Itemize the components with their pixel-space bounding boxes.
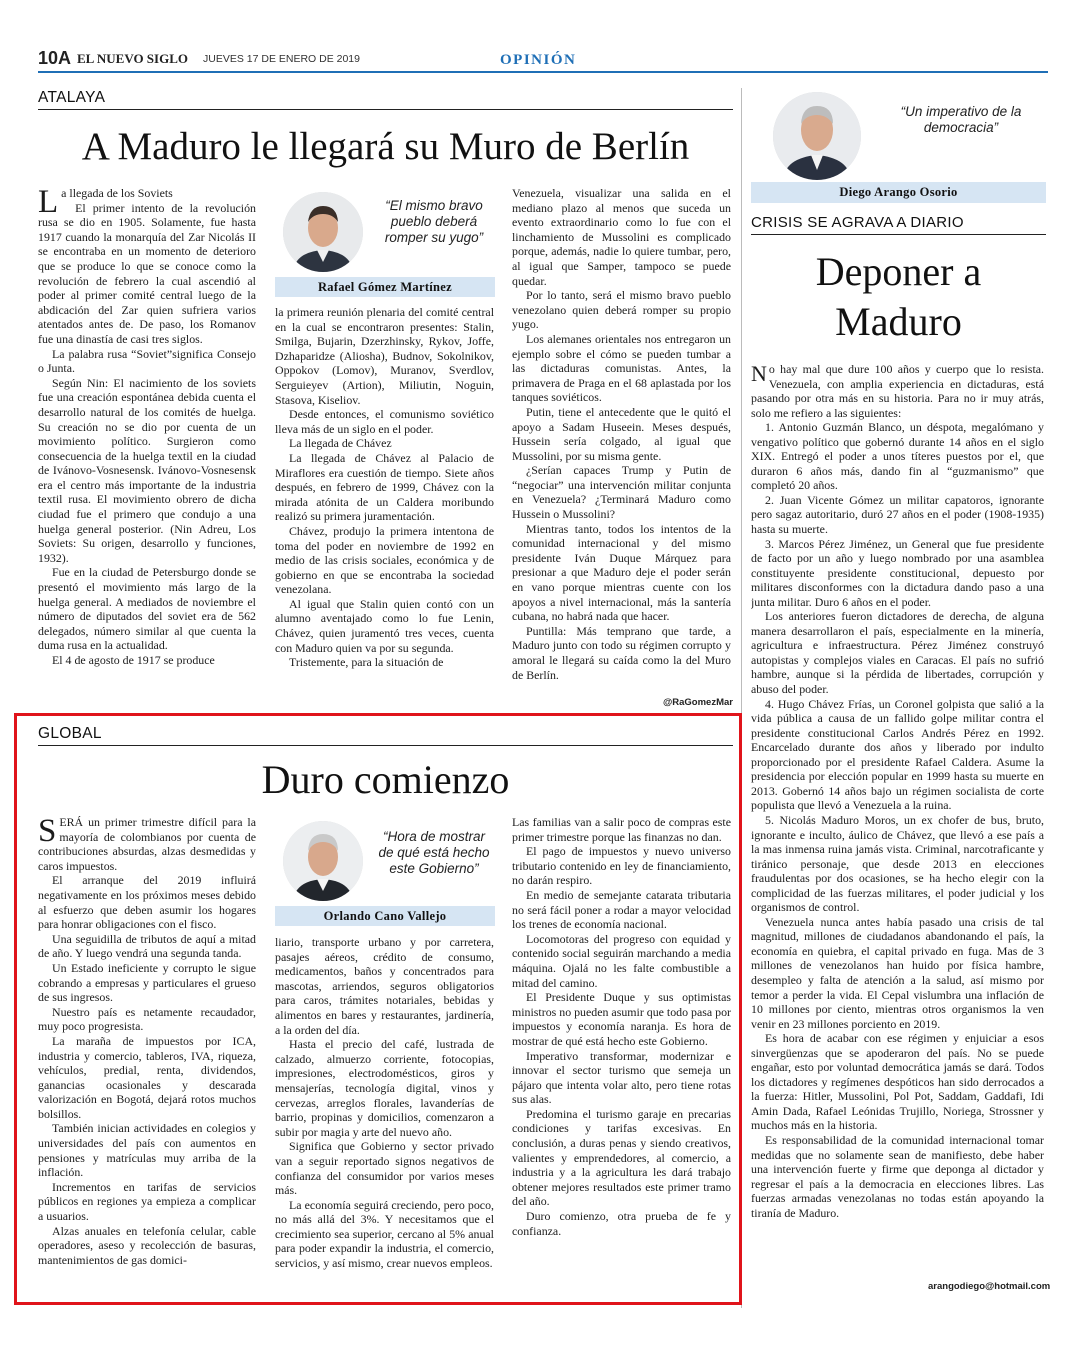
crisis-paragraph: Es responsabilidad de la comunidad internacional tomar medidas que no solamente sean de manifiesto, debe haber una intervención fuerte y firme que deponga al dictador y regresar el país a la democracia en elecciones libres. Las fuerzas armadas venezolanas no todas están apoyando la tiranía de Maduro. [751, 1132, 1044, 1220]
crisis-paragraph: 2. Juan Vicente Gómez un militar capatoros, ignorante pero sagaz autoritario, duró 27 años en el poder (1908-1935) hasta su muerte. [751, 492, 1044, 537]
global-dropcap: S [38, 815, 57, 849]
atalaya-section-rule [38, 109, 733, 110]
atalaya-paragraph: El primer intento de la revolución rusa se dio en 1905. Solamente, fue hasta 1917 cuando la monarquía del Zar Nicolás II se encontraba en un momento de deterioro que se produce lo que se conoce como la revolución de febrero la cual ascendió al poder al primer comité central luego de la abdicación del Zar quien sufriera varios atentados antes de. De paso, los Romanov fue una dinastía de casi tres siglos. [38, 200, 256, 346]
global-paragraph: Imperativo transformar, modernizar e innovar el sector turismo que semeja un pájaro que intenta volar alto, pero tiene rotas sus alas. [512, 1048, 731, 1107]
global-paragraph: Las familias van a salir poco de compras este primer trimestre porque las finanzas no dan. [512, 815, 731, 844]
crisis-headline-line-2: Maduro [835, 299, 962, 344]
crisis-author-portrait [773, 92, 861, 180]
issue-date: JUEVES 17 DE ENERO DE 2019 [203, 53, 360, 65]
global-paragraph: liario, transporte urbano y por carretera, pasajes aéreos, crédito de consumo, medicamentos, baños y concentrados para mascotas, arriendos, seguros obligatorios para caros, trámites notariales, bebidas y alimentos en bares y restaurantes, jardinería, a la orden del día. [275, 935, 494, 1037]
global-headline: Duro comienzo [261, 757, 510, 802]
atalaya-paragraph: Tristemente, para la situación de [289, 655, 444, 670]
global-section-rule [38, 745, 733, 746]
global-paragraph: Alzas anuales en telefonía celular, cable operadores, aseso y recolección de basuras, mantenimientos de gas domici- [38, 1223, 256, 1267]
atalaya-paragraph: Fue en la ciudad de Petersburgo donde se presentó el movimiento más largo de la huelga general. A mediados de noviembre el número de diputados del soviet era de 562 delegados, número similar al que cuenta la duma rusa en la actualidad. [38, 565, 256, 653]
crisis-email: arangodiego@hotmail.com [928, 1281, 1051, 1292]
atalaya-paragraph: Venezuela, visualizar una salida en el mediano plazo al menos que suceda un evento extraordinario como lo fue con el linchamiento de Mussolini es complicado porque, además, nadie lo quiere tumbar, pero, al igual que Samper, tampoco se puede quedar. [512, 186, 731, 288]
atalaya-paragraph: Putin, tiene el antecedente que le quitó el apoyo a Sadam Huseein. Meses después, Hussein sería colgado, al igual que Mussolini, por su misma gente. [512, 404, 731, 463]
atalaya-paragraph: Desde entonces, el comunismo soviético lleva más de un siglo en el poder. [275, 407, 494, 436]
crisis-author-name: Diego Arango Osorio [751, 182, 1046, 203]
crisis-paragraph: 4. Hugo Chávez Frías, un Coronel golpista que salió a la vida pública a causa de un fallido golpe militar contra el presidente constitucional Carlos Andrés Pérez en 1992. Encarcelado durante dos años y liberado por indulto proporcionado por el presidente Rafael Caldera. Asume la presidencia por elección popular en 1999 hasta su muerte en 2013. Gobernó 14 años bajo un régimen socialista de corte populista que llevó a Venezuela a la ruina. [751, 696, 1044, 813]
global-paragraph: Duro comienzo, otra prueba de fe y confianza. [512, 1209, 731, 1238]
person-photo-icon [773, 92, 861, 180]
person-photo-icon [283, 192, 363, 272]
global-author-portrait [283, 821, 363, 901]
atalaya-paragraph: Según Nin: El nacimiento de los soviets fue una creación espontánea debida cuenta el desarrollo natural de los comités de huelga. Su creación no se dio por cuenta de un movimiento político. Surgieron como consecuencia de la huelga textil en la ciudad de Ivánovo-Vosnesensk. Ivánovo-Vosnesensk era el centro más importante de la industria textil rusa. El movimiento obrero de dicha ciudad fue el primero que condujo a una huelga general posterior. (Nin Adreu, Los Soviets: Su origen, desarrollo y funciones, 1932). [38, 375, 256, 565]
atalaya-paragraph: La palabra rusa “Soviet”significa Consejo o Junta. [38, 346, 256, 376]
atalaya-headline: A Maduro le llegará su Muro de Berlín [81, 125, 690, 168]
atalaya-column-1 [38, 186, 256, 710]
crisis-paragraph: Es hora de acabar con ese régimen y enjuiciar a esos sinvergüenzas que se apoderaron del país. No se puede engañar, esto por voluntad democrática jamás se dará. Todos los dictadores y regímenes despóticos han sido derrocados a la fuerza: Hitler, Mussolini, Pol Pot, Saddam, Gaddafi, Idi Amin Dada, Rafael Leónidas Trujillo, Noriega, Strossner y muchos más en la historia. [751, 1031, 1044, 1133]
atalaya-paragraph: Chávez, produjo la primera intentona de toma del poder en noviembre de 1992 en medio de las crisis sociales, económica y de gobierno en que se encontraba la sociedad venezolana. [275, 523, 494, 597]
atalaya-twitter-handle: @RaGomezMar [663, 697, 733, 708]
global-author-name: Orlando Cano Vallejo [275, 906, 495, 926]
crisis-paragraph: o hay mal que dure 100 años y cuerpo que lo resista. Venezuela, con amplia experiencia en dictaduras, está pasando por otra más en su historia. Para no ir muy atrás, solo me refiero a las siguientes: [751, 362, 1044, 420]
global-paragraph: El pago de impuestos y nuevo universo tributario contenido en ley de financiamiento, no darán respiro. [512, 844, 731, 888]
global-paragraph: Un Estado ineficiente y corrupto le sigue cobrando a empresas y particulares el grueso de sus ingresos. [38, 960, 256, 1005]
crisis-column [751, 362, 1044, 1278]
atalaya-paragraph: Puntilla: Más temprano que tarde, a Maduro junto con todo su régimen corrupto y amoral le llegará su caída como la del Muro de Berlín. [512, 623, 731, 682]
global-paragraph: Locomotoras del progreso con equidad y contenido social seguirán marchando a media máquina. Ojalá no les falte combustible a mitad del camino. [512, 931, 731, 990]
crisis-paragraph: 1. Antonio Guzmán Blanco, un déspota, megalómano y vengativo político que gobernó durante 14 años en el siglo XIX. Entregó el poder a unos títeres puestos por el, que duraron 6 años más, dando fin al “guzmanismo” que completó 20 años. [751, 420, 1044, 493]
global-paragraph: También inician actividades en colegios y universidades del país con aumentos en pensiones y matrículas muy arriba de la inflación. [38, 1121, 256, 1180]
crisis-paragraph: 3. Marcos Pérez Jiménez, un General que fue presidente de facto por un año y luego nombrado por una asamblea constituyente presidente constitucional, depuesto por militares disconformes con la dictadura dando paso a una junta militar. Duro 6 años en el poder. [751, 536, 1044, 609]
global-paragraph: Una seguidilla de tributos de aquí a mitad de año. Y luego vendrá una segunda tanda. [38, 931, 256, 961]
atalaya-column-2 [275, 305, 494, 710]
atalaya-paragraph: La llegada de Chávez al Palacio de Miraflores era cuestión de tiempo. Siete años después, en febrero de 1999, Chávez con la mirada atónita de un Caldera moribundo realizó su primera juramentación. [275, 450, 494, 524]
header-rule [38, 71, 1048, 73]
atalaya-column-3 [512, 186, 731, 694]
atalaya-paragraph: Al igual que Stalin quien contó con un alumno aventajado como lo fue Lenin, Chávez, quien juramentó tres veces, cuenta con Maduro quien va por su segunda. [275, 596, 494, 655]
global-column-2 [275, 935, 494, 1293]
crisis-dropcap: N [751, 362, 767, 386]
crisis-paragraph: Los anteriores fueron dictadores de derecha, de alguna manera desarrollaron el país, especialmente en la minería, agricultura e infraestructura. Pérez Jiménez construyó autopistas y complejos viales en Caracas. El país no sufrió hambre, aunque si la pérdida de libertades, corrupción y abuso del poder. [751, 609, 1044, 697]
global-paragraph: El Presidente Duque y sus optimistas ministros no pueden asumir que todo pasa por impuestos y economía naranja. Es hora de mostrar de qué está hecho este Gobierno. [512, 990, 731, 1048]
atalaya-paragraph: Los alemanes orientales nos entregaron un ejemplo sobre el cómo se pueden tumbar a las dictaduras comunistas. Antes, la primavera de Praga en el 68 aplastada por los tanques soviéticos. [512, 331, 731, 405]
atalaya-dropcap: L [38, 186, 59, 220]
crisis-author-box [751, 88, 1046, 188]
atalaya-paragraph: La llegada de Chávez [289, 436, 392, 451]
crisis-headline-line-1: Deponer a [815, 249, 982, 294]
global-pull-quote: “Hora de mostrar de qué está hecho este Gobierno” [378, 829, 490, 876]
crisis-section-rule [751, 234, 1046, 235]
paper-name: EL NUEVO SIGLO [77, 51, 188, 66]
atalaya-author-name: Rafael Gómez Martínez [275, 277, 495, 297]
crisis-paragraph: 5. Nicolás Maduro Moros, un ex chofer de bus, bruto, ignorante e inculto, áulico de Chávez, que llevó a ese país a la mas inmensa ruina jamás vista. Criminal, narcotraficante y tiránico personaje, que desde 2013 en elecciones fraudulentas por dos ocasiones, se ha hecho elegir con la complicidad de las fuerzas militares, el poder judicial y los organismos de control. [751, 812, 1044, 915]
atalaya-paragraph: ¿Serían capaces Trump y Putin de “negociar” una intervención militar conjunta en Venezuela? ¿Terminará Maduro como Hussein o Mussolini? [512, 463, 731, 522]
crisis-section-label: CRISIS SE AGRAVA A DIARIO [751, 214, 964, 231]
atalaya-author-portrait [283, 192, 363, 272]
global-paragraph: La maraña de impuestos por ICA, industria y comercio, tableros, IVA, riqueza, vehículos, predial, renta, dividendos, ganancias ocasionales y descarada valorización en Bogotá, dejará rotos muchos bolsillos. [38, 1033, 256, 1121]
section-title: OPINIÓN [500, 52, 577, 68]
global-paragraph: La economía seguirá creciendo, pero poco, no más allá del 3%. Y necesitamos que el crecimiento sea superior, cercano al 5% anual para poder expandir la industria, el comercio, servicios, y así mismo, crear nuevos empleos. [275, 1197, 494, 1271]
crisis-pull-quote: “Un imperativo de la democracia” [900, 104, 1022, 135]
global-section-label: GLOBAL [38, 725, 102, 742]
person-photo-icon [283, 821, 363, 901]
atalaya-paragraph: a llegada de los Soviets [61, 186, 173, 200]
global-paragraph: Nuestro país es netamente recaudador, muy poco progresista. [38, 1004, 256, 1034]
global-paragraph: En medio de semejante catarata tributaria no será fácil poner a rodar a mayor velocidad los trenes de economía nacional. [512, 887, 731, 932]
atalaya-paragraph: Mientras tanto, todos los intentos de la comunidad internacional y del mismo presidente Iván Duque Márquez para presionar a que Maduro deje el poder serán en vano porque mientras cuente con los apoyos a nivel internacional, más la santería cubana, no habrá nada que hacer. [512, 521, 731, 624]
global-paragraph: Predomina el turismo garaje en precarias condiciones y tarifas excesivas. En conclusión, a duras penas y siendo creativos, valientes y emprendedores, al comercio, a industria y a la agricultura les dará trabajo obtener mejores resultados este primer tramo del año. [512, 1106, 731, 1209]
atalaya-paragraph: El 4 de agosto de 1917 se produce [52, 653, 215, 667]
page-number: 10A [38, 48, 72, 68]
global-paragraph: Hasta el precio del café, lustrada de calzado, almuerzo corriente, fotocopias, impresiones, electrodomésticos, giros y mensajerías, tecnología digital, vinos y cervezas, arreglos florales, lavanderías de barrio, propinas y domicilios, comenzaron a subir por magia y arte del nuevo año. [275, 1037, 494, 1139]
global-paragraph: Incrementos en tarifas de servicios públicos en regiones ya empieza a complicar a usuarios. [38, 1179, 256, 1224]
crisis-paragraph: Venezuela nunca antes había pasado una crisis de tal magnitud, millones de ciudadanos abandonando el país, la economía en quiebra, el capital privado en fuga. Mas de 3 millones de venezolanos han huido por física hambre, desempleo y falta de atención a la salud, así mismo por temor a perder la vida. El Cepal vislumbra una inflación de 10 millones por ciento, mientras otros organismos la ven venir en 23 millones porciento en 2019. [751, 914, 1044, 1031]
global-paragraph: Significa que Gobierno y sector privado van a seguir reportado signos negativos de confianza del consumidor por varios meses más. [275, 1139, 494, 1198]
atalaya-pull-quote: “El mismo bravo pueblo deberá romper su yugo” [384, 198, 484, 245]
atalaya-paragraph: Por lo tanto, será el mismo bravo pueblo venezolano quien deberá romper su propio yugo. [512, 288, 731, 332]
global-column-1 [38, 815, 256, 1293]
atalaya-paragraph: la primera reunión plenaria del comité central en la cual se encontraron presentes: Stalin, Smilga, Bujarin, Dzerzhinsky, Rykov, Joffe, Dzhaparidze (Aliosha), Budnov, Sokolnikov, Oppokov (Lomov), Muranov, Sverdlov, Serguieyev (Artion), Miliutin, Noguin, Stasova, Kiseliov. [275, 305, 494, 407]
global-column-3 [512, 815, 731, 1293]
atalaya-section-label: ATALAYA [38, 89, 106, 106]
global-paragraph: ERÁ un primer trimestre difícil para la mayoría de colombianos por cuenta de contribuciones absurdas, alzas desmedidas y caros impuestos. [38, 815, 256, 873]
global-paragraph: El arranque del 2019 influirá negativamente en los próximos meses debido al esfuerzo que deben asumir los hogares para honrar obligaciones con el fisco. [38, 873, 256, 932]
